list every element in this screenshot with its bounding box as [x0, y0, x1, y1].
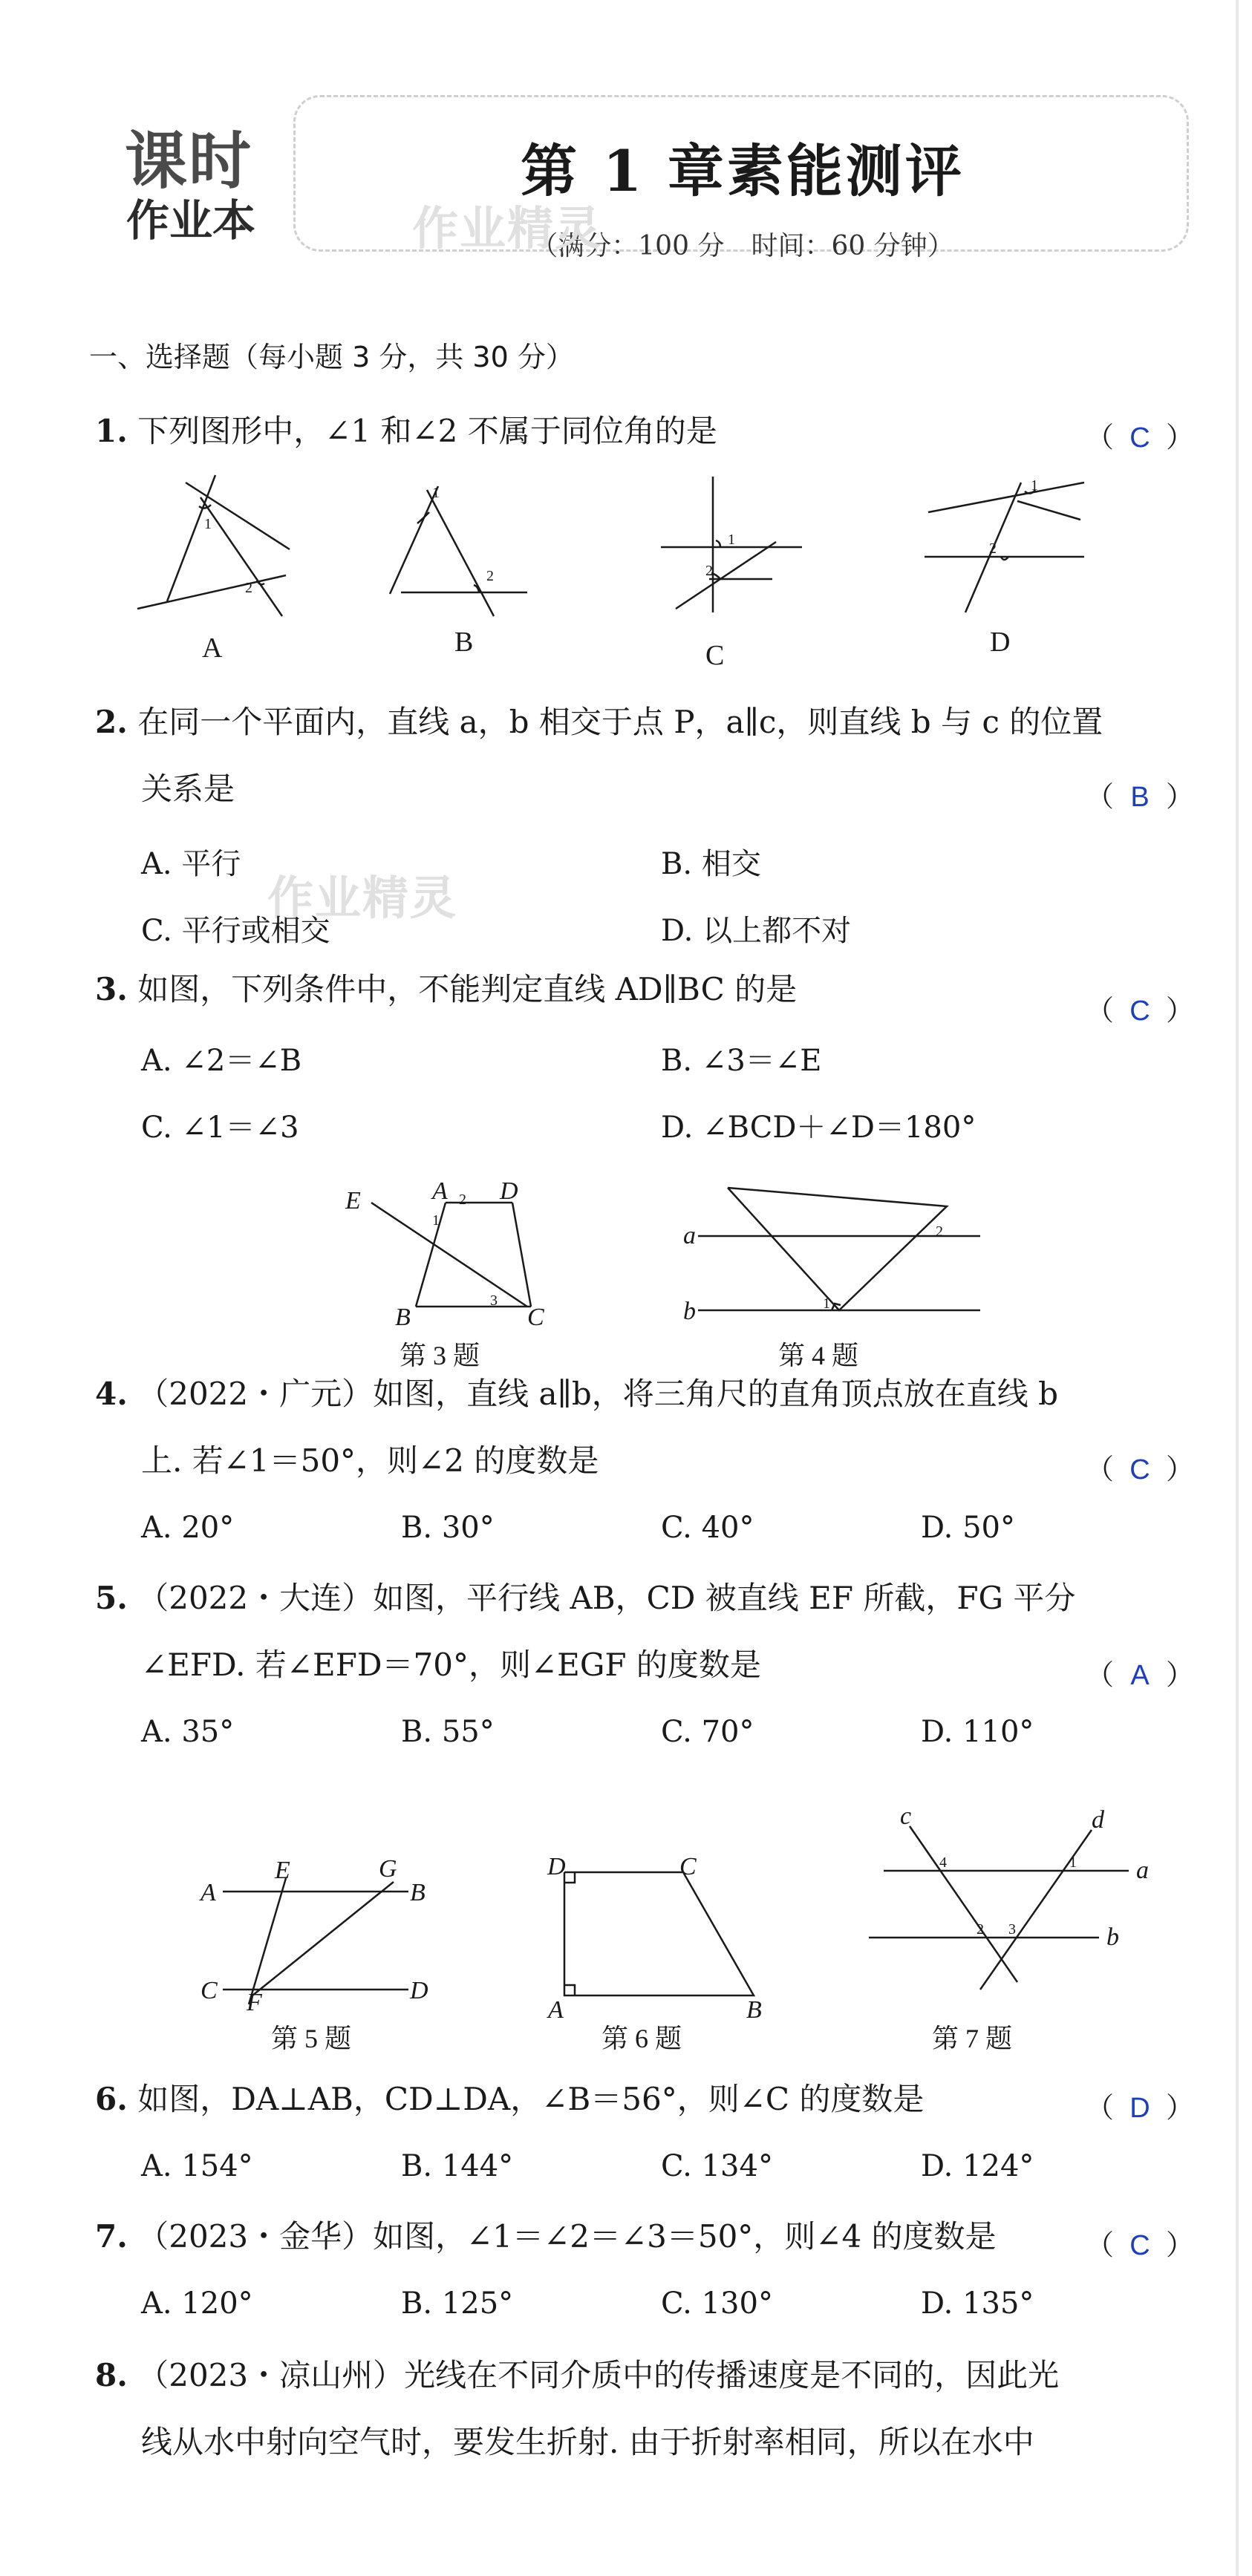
question-2 — [95, 702, 1103, 743]
question-number: 7. — [95, 2218, 128, 2255]
question-1 — [95, 411, 717, 452]
option-A: A. 120° — [141, 2286, 253, 2321]
option-B: B. 125° — [401, 2286, 514, 2321]
angle-label-2: 2 — [486, 568, 494, 584]
logo-line1: 课时 — [125, 125, 253, 197]
question-number: 4. — [95, 1376, 128, 1412]
option-A: A. ∠2＝∠B — [141, 1044, 302, 1078]
question-text-line: ∠EFD. 若∠EFD＝70°，则∠EGF 的度数是 — [141, 1647, 761, 1683]
question-6 — [95, 2079, 924, 2120]
point-D: D — [410, 1977, 428, 2004]
line-EC — [371, 1203, 527, 1307]
point-C: C — [200, 1977, 218, 2004]
point-E: E — [345, 1187, 361, 1215]
line-label-a: a — [683, 1222, 696, 1249]
line-label-d: d — [1092, 1806, 1104, 1834]
line — [928, 483, 1084, 512]
right-angle-mark — [564, 1872, 575, 1883]
option-C: C. ∠1＝∠3 — [141, 1111, 299, 1145]
option-B: B. 30° — [401, 1511, 495, 1545]
answer-letter: A — [1130, 1660, 1150, 1691]
line — [200, 497, 282, 616]
logo-line2: 作业本 — [126, 195, 256, 246]
line-AB — [416, 1203, 446, 1307]
logo — [111, 111, 282, 275]
page-title: 第 1 章素能测评 — [521, 138, 965, 204]
option-A: A. 20° — [141, 1511, 235, 1545]
question-5 — [95, 1578, 1075, 1619]
line-label-a: a — [1136, 1857, 1149, 1884]
angle-arc — [417, 512, 429, 523]
caption-fig7: 第 7 题 — [932, 2024, 1013, 2053]
caption-fig3: 第 3 题 — [400, 1341, 480, 1370]
option-C: C. 130° — [661, 2286, 773, 2321]
angle-arc — [716, 540, 720, 547]
answer-letter: C — [1129, 996, 1150, 1027]
option-C: C. 平行或相交 — [141, 914, 330, 948]
watermark: 作业精灵 — [412, 201, 603, 255]
figures-3-4 — [312, 1173, 1010, 1373]
point-C: C — [679, 1853, 697, 1880]
question-text: （2023・凉山州）光线在不同介质中的传播速度是不同的，因此光 — [137, 2357, 1060, 2393]
answer-slot: （ C ） — [1086, 2229, 1195, 2261]
line — [1017, 501, 1080, 520]
answer-slot: （ C ） — [1086, 1453, 1195, 1485]
option-A: A. 平行 — [141, 847, 241, 881]
option-D: D. 50° — [921, 1511, 1015, 1545]
option-C: C. 134° — [661, 2149, 773, 2183]
option-A: A. 35° — [141, 1715, 235, 1749]
question-1-figures — [111, 468, 1188, 676]
figure-label-D: D — [990, 627, 1011, 658]
line — [676, 542, 776, 609]
option-D: D. 135° — [921, 2286, 1034, 2321]
angle-label-1: 1 — [728, 532, 735, 548]
line-label-b: b — [1106, 1923, 1119, 1951]
angle-label-1: 1 — [432, 1212, 440, 1229]
point-D: D — [547, 1853, 566, 1880]
point-A: A — [200, 1879, 216, 1906]
question-text: （2023・金华）如图，∠1＝∠2＝∠3＝50°，则∠4 的度数是 — [137, 2218, 997, 2255]
page-subtitle: （满分：100 分 时间：60 分钟） — [531, 231, 954, 261]
line-DC — [512, 1203, 531, 1307]
angle-label-2: 2 — [245, 580, 252, 596]
point-G: G — [379, 1855, 397, 1883]
question-text: 如图，下列条件中，不能判定直线 AD∥BC 的是 — [137, 971, 798, 1007]
point-B: B — [395, 1304, 411, 1331]
question-text-line: 关系是 — [141, 771, 235, 807]
section-heading: 一、选择题（每小题 3 分，共 30 分） — [89, 341, 574, 373]
answer-letter: C — [1129, 2230, 1150, 2261]
question-text: 如图，DA⊥AB，CD⊥DA，∠B＝56°，则∠C 的度数是 — [137, 2081, 925, 2117]
line-FG — [252, 1882, 394, 1995]
answer-slot: （ C ） — [1086, 421, 1195, 454]
angle-label-4: 4 — [939, 1854, 947, 1871]
option-B: B. ∠3＝∠E — [661, 1044, 822, 1078]
line — [137, 575, 286, 609]
option-D: D. ∠BCD＋∠D＝180° — [661, 1111, 977, 1145]
angle-label-2: 2 — [936, 1223, 943, 1240]
watermark: 作业精灵 — [267, 871, 458, 925]
line — [390, 486, 438, 594]
line — [427, 490, 494, 616]
question-text-line: 上. 若∠1＝50°，则∠2 的度数是 — [141, 1442, 599, 1479]
question-number: 8. — [95, 2357, 128, 2393]
figure-label-C: C — [705, 640, 725, 671]
answer-letter: D — [1129, 2093, 1150, 2124]
option-B: B. 相交 — [661, 847, 761, 881]
question-text-line: 线从水中射向空气时，要发生折射. 由于折射率相同，所以在水中 — [141, 2424, 1034, 2460]
point-F: F — [247, 1989, 262, 2016]
question-4 — [95, 1373, 1058, 1415]
question-number: 5. — [95, 1580, 128, 1616]
caption-fig6: 第 6 题 — [601, 2024, 682, 2053]
page-edge-bar — [1236, 0, 1239, 2576]
angle-label-2: 2 — [989, 540, 997, 557]
line-EF — [249, 1878, 286, 2004]
figures-5-6-7 — [178, 1782, 1166, 2056]
point-B: B — [746, 1996, 762, 2024]
option-C: C. 40° — [661, 1511, 754, 1545]
point-E: E — [275, 1857, 290, 1884]
question-text: （2022・大连）如图，平行线 AB，CD 被直线 EF 所截，FG 平分 — [137, 1580, 1076, 1616]
question-8 — [95, 2355, 1059, 2396]
answer-slot: （ C ） — [1086, 994, 1195, 1027]
figure-label-A: A — [202, 632, 223, 664]
point-D: D — [500, 1177, 518, 1205]
right-angle-mark — [564, 1985, 575, 1995]
caption-fig4: 第 4 题 — [778, 1341, 859, 1370]
question-text: 在同一个平面内，直线 a，b 相交于点 P，a∥c，则直线 b 与 c 的位置 — [137, 704, 1103, 740]
angle-label-3: 3 — [490, 1292, 498, 1309]
answer-letter: C — [1129, 422, 1150, 454]
angle-label-1: 1 — [432, 485, 440, 501]
figure-label-B: B — [454, 627, 474, 658]
angle-label-1: 1 — [1031, 477, 1038, 494]
answer-slot: （ B ） — [1086, 780, 1195, 813]
option-D: D. 以上都不对 — [661, 914, 852, 948]
answer-letter: C — [1129, 1454, 1150, 1485]
question-number: 6. — [95, 2081, 128, 2117]
line-label-c: c — [900, 1802, 912, 1830]
question-text: 下列图形中，∠1 和∠2 不属于同位角的是 — [137, 413, 717, 449]
angle-label-1: 1 — [823, 1295, 830, 1312]
option-D: D. 110° — [921, 1715, 1034, 1749]
option-B: B. 55° — [401, 1715, 495, 1749]
question-number: 2. — [95, 704, 128, 740]
angle-label-1: 1 — [1069, 1854, 1077, 1871]
answer-slot: （ D ） — [1086, 2091, 1195, 2124]
point-C: C — [527, 1304, 544, 1331]
answer-slot: （ A ） — [1086, 1658, 1195, 1691]
angle-label-2: 2 — [705, 563, 713, 579]
question-text: （2022・广元）如图，直线 a∥b，将三角尺的直角顶点放在直线 b — [137, 1376, 1059, 1412]
angle-label-3: 3 — [1008, 1921, 1016, 1938]
option-A: A. 154° — [141, 2149, 253, 2183]
option-D: D. 124° — [921, 2149, 1034, 2183]
angle-label-2: 2 — [459, 1191, 466, 1208]
line — [167, 475, 215, 601]
answer-letter: B — [1130, 782, 1150, 813]
angle-label-2: 2 — [977, 1921, 984, 1938]
point-B: B — [410, 1879, 426, 1906]
line-label-b: b — [683, 1298, 696, 1325]
line — [186, 483, 290, 549]
question-number: 1. — [95, 413, 128, 449]
trapezoid-ABCD — [564, 1872, 754, 1995]
question-7 — [95, 2216, 997, 2258]
question-number: 3. — [95, 971, 128, 1007]
point-A: A — [432, 1177, 448, 1205]
caption-fig5: 第 5 题 — [271, 2024, 352, 2053]
angle-label-1: 1 — [204, 516, 212, 532]
triangle-ruler — [728, 1188, 947, 1310]
point-A: A — [548, 1996, 564, 2024]
option-B: B. 144° — [401, 2149, 514, 2183]
option-C: C. 70° — [661, 1715, 754, 1749]
question-3 — [95, 969, 797, 1010]
